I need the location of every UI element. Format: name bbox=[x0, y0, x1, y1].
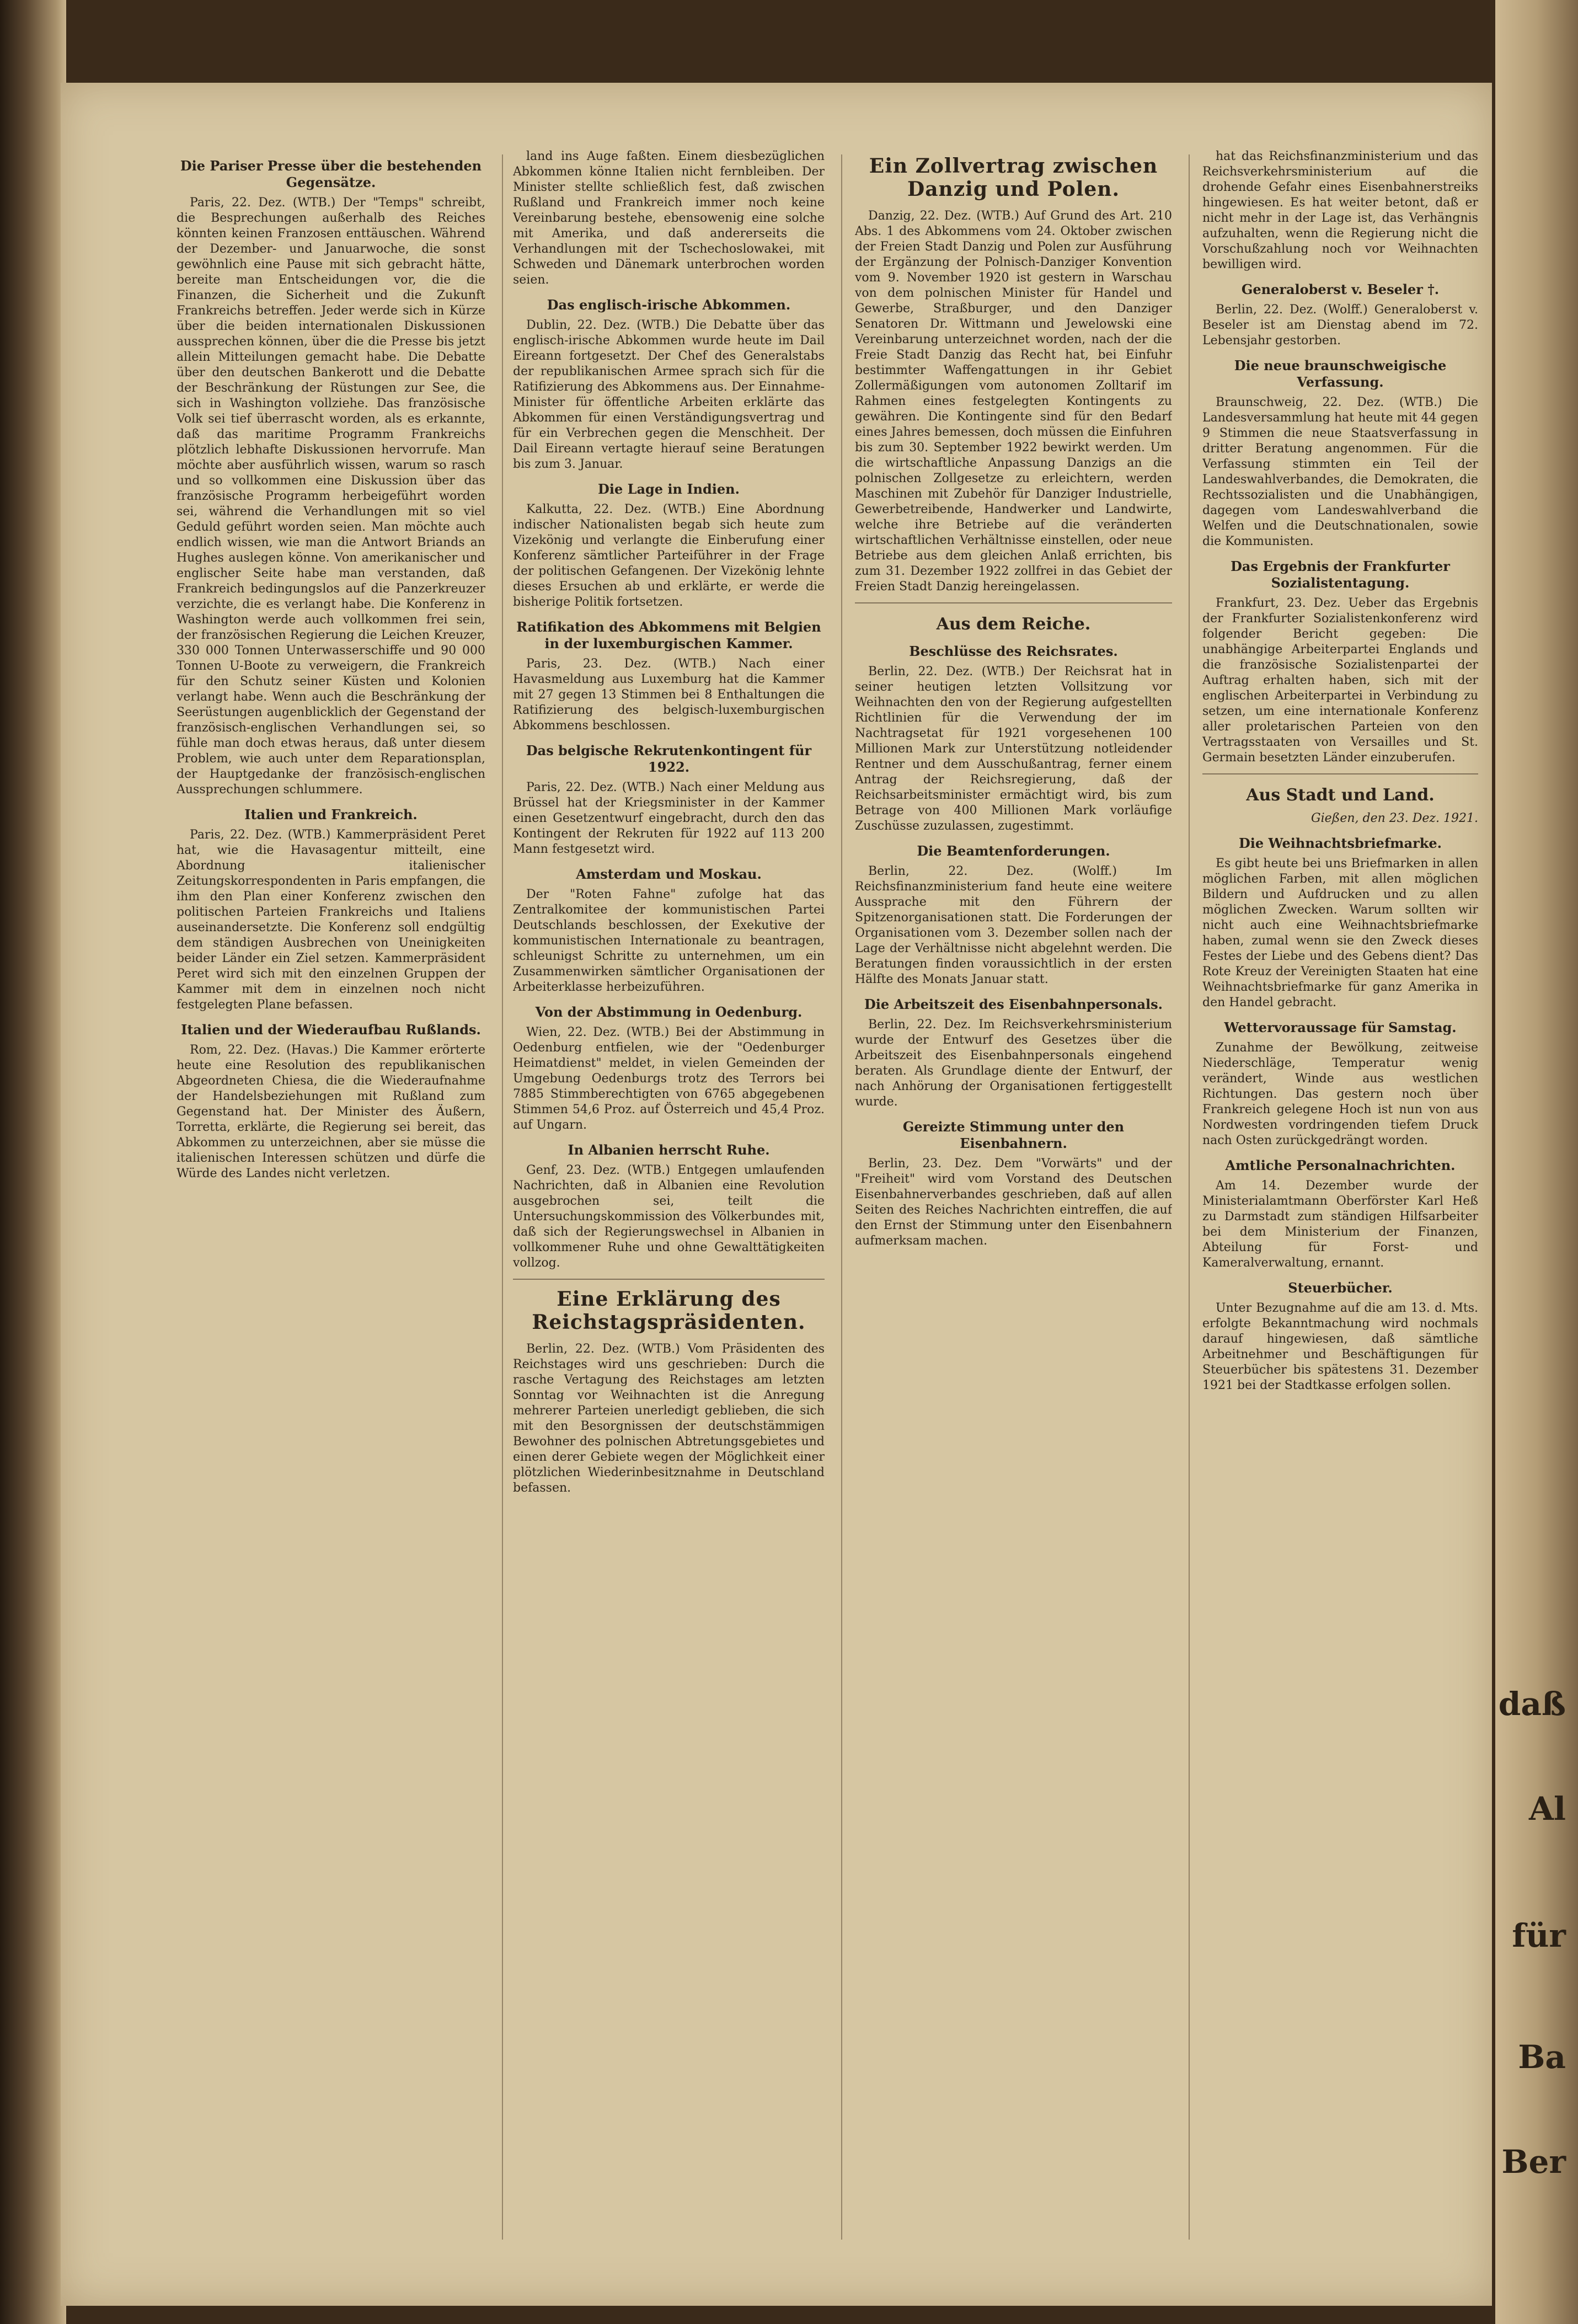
divider bbox=[855, 602, 1172, 603]
article-body: Berlin, 22. Dez. (WTB.) Der Reichsrat hat in seiner heutigen letzten Vollsitzung vor Weihnachten den von der Regierung aufgestellten Richtlinien für die Verwendung der im Nachtragsetat für 1921 vorgesehenen 100 Millionen Mark zur Unterstützung notleidender Rentner und dem Ausschußantrag, ferner einem Antrag der Reichsregierung, daß der Reichsarbeitsminister ermächtigt wird, bis zum Betrage von 400 Millionen Mark vorläufige Zuschüsse zuzulassen, zugestimmt. bbox=[855, 665, 1172, 833]
column-1 bbox=[176, 149, 485, 2245]
article-body: Braunschweig, 22. Dez. (WTB.) Die Landesversammlung hat heute mit 44 gegen 9 Stimmen die neue Staatsverfassung in dritter Beratung angenommen. Für die Verfassung stimmten ein Teil der Landeswahlverbandes, die Demokraten, die Rechtssozialisten und die Unabhängigen, dagegen vom Landeswahlverband die Welfen und die Deutschnationalen, sowie die Kommunisten. bbox=[1202, 396, 1478, 548]
book-binding bbox=[0, 0, 66, 2324]
column-rule bbox=[1189, 154, 1190, 2240]
article-body: Paris, 22. Dez. (WTB.) Der "Temps" schreibt, die Besprechungen außerhalb des Reiches könnten keinen Franzosen enttäuschen. Während der Dezember- und Januarwoche, die sonst gewöhnlich eine Pause mit sich gebracht hätte, bereite man Entscheidungen vor, die die Finanzen, die Sicherheit und die Zukunft Frankreichs betreffen. Jeder werde sich in Kürze über die beiden internationalen Diskussionen aussprechen können, über die die Presse bis jetzt allein Mitteilungen gemacht habe. Die Debatte über den deutschen Bankerott und die Debatte der Beschränkung der Rüstungen zur See, die sich in Washington vollziehe. Das französische Volk sei tief überrascht worden, als es erkannte, daß das maritime Programm Frankreichs plötzlich lebhafte Diskussionen hervorrufe. Man möchte aber ausführlich wissen, warum so rasch und so vollkommen eine Diskussion über das französische Programm herbeigeführt worden sei, während die Verhandlungen mit so viel Geduld geführt worden seien. Man möchte auch endlich wissen, wie man die Antwort Briands an Hughes auslegen könne. Von amerikanischer und englischer Seite habe man verstanden, daß Frankreich bedingungslos auf die Panzerkreuzer verzichte, die es verlangt habe. Die Konferenz in Washington werde auch vollkommen frei sein, der französischen Regierung die Leichen Kreuzer, 330 000 Tonnen Unterwasserschiffe und 90 000 Tonnen U-Boote zu verweigern, die Frankreich für den Schutz seiner Küsten und Kolonien verlangt habe. Wenn auch die Beschränkung der Seerüstungen augenblicklich der Gegenstand der französisch-englischen Verhandlungen sei, so fühle man doch etwas heraus, daß unter diesem Problem, wie auch unter dem Reparationsplan, der Hauptgedanke der französisch-englischen Aussprechungen schlummere. bbox=[176, 196, 485, 797]
article-body: Der "Roten Fahne" zufolge hat das Zentralkomitee der kommunistischen Partei Deutschlands beschlossen, der Exekutive der kommunistischen Internationale zu beantragen, schleunigst Schritte zu unternehmen, um ein Zusammenwirken sämtlicher Organisationen der Arbeiterklasse herbeizuführen. bbox=[513, 888, 825, 994]
dateline: Gießen, den 23. Dez. 1921. bbox=[1311, 811, 1478, 825]
column-2 bbox=[513, 149, 825, 2245]
article-headline: Generaloberst v. Beseler †. bbox=[1241, 281, 1440, 297]
article-body: Rom, 22. Dez. (Havas.) Die Kammer erörterte heute eine Resolution des republikanischen Abgeordneten Chiesa, die die Wiederaufnahme der Handelsbeziehungen mit Rußland zum Gegenstand hat. Der Minister des Äußern, Torretta, erklärte, die Regierung sei bereit, das Abkommen zu unterzeichnen, aber sie müsse die italienischen Interessen schützen und dürfe die Würde des Landes nicht verletzen. bbox=[176, 1043, 485, 1180]
article-body: Dublin, 22. Dez. (WTB.) Die Debatte über das englisch-irische Abkommen wurde heute im Dail Eireann fortgesetzt. Der Chef des Generalstabs der republikanischen Armee sprach sich für die Ratifizierung des Abkommens aus. Der Einnahme-Minister für öffentliche Arbeiten erklärte das Abkommen für einen Verständigungsvertrag und für ein Verbrechen gegen die Menschheit. Der Dail Eireann vertagte hierauf seine Beratungen bis zum 3. Januar. bbox=[513, 318, 825, 471]
article-body: Wien, 22. Dez. (WTB.) Bei der Abstimmung in Oedenburg entfielen, wie der "Oedenburger Heimatdienst" meldet, in vielen Gemeinden der Umgebung Oedenburgs trotz des Terrors bei 7885 Stimmberechtigten von 6765 abgegebenen Stimmen 54,6 Proz. auf Österreich und 45,4 Proz. auf Ungarn. bbox=[513, 1025, 825, 1132]
divider bbox=[513, 1279, 825, 1280]
article-headline: Die Beamtenforderungen. bbox=[917, 843, 1110, 859]
column-3 bbox=[855, 149, 1172, 2245]
article-body: Zunahme der Bewölkung, zeitweise Niederschläge, Temperatur wenig verändert, Winde aus westlichen Richtungen. Das gestern noch über Frankreich gelegene Hoch ist nun von aus Nordwesten vordringenden tiefem Druck nach Osten zurückgedrängt worden. bbox=[1202, 1041, 1478, 1147]
article-body: Berlin, 23. Dez. Dem "Vorwärts" und der "Freiheit" wird vom Vorstand des Deutschen Eisenbahnerverbandes geschrieben, daß auf allen Seiten des Reiches Nachrichten eintreffen, die auf den Ernst der Stimmung unter den Eisenbahnern aufmerksam machen. bbox=[855, 1157, 1172, 1248]
article-headline: Die Pariser Presse über die bestehenden Gegensätze. bbox=[180, 158, 482, 190]
adjacent-page-edge bbox=[1495, 0, 1578, 2324]
article-big-headline: Eine Erklärung des Reichstagspräsidenten. bbox=[532, 1287, 806, 1334]
article-body: Berlin, 22. Dez. (WTB.) Vom Präsidenten des Reichstages wird uns geschrieben: Durch die rasche Vertagung des Reichstages am letzten Sonntag vor Weihnachten ist die Anregung mehrerer Parteien unerledigt geblieben, die sich mit den Besorgnissen der deutschstämmigen Bewohner des polnischen Abtretungsgebietes und einen derer Gebiete wegen der Möglichkeit einer plötzlichen Wiederinbesitznahme in Deutschland befassen. bbox=[513, 1342, 825, 1495]
newspaper-page bbox=[61, 83, 1492, 2306]
article-headline: Gereizte Stimmung unter den Eisenbahnern. bbox=[902, 1119, 1125, 1151]
article-body: hat das Reichsfinanzministerium und das Reichsverkehrsministerium auf die drohende Gefahr eines Eisenbahnerstreiks hingewiesen. Es hat weiter betont, daß er nicht mehr in der Lage ist, das Verhängnis aufzuhalten, wenn die Regierung nicht die Vorschußzahlung noch vor Weihnachten bewilligen wird. bbox=[1202, 149, 1478, 271]
article-body: Berlin, 22. Dez. Im Reichsverkehrsministerium wurde der Entwurf des Gesetzes über die Arbeitszeit des Eisenbahnpersonals eingehend beraten. Als Grundlage diente der Entwurf, der nach Anhörung der Organisationen fertiggestellt wurde. bbox=[855, 1018, 1172, 1109]
article-body: Frankfurt, 23. Dez. Ueber das Ergebnis der Frankfurter Sozialistenkonferenz wird folgender Bericht gegeben: Die unabhängige Arbeiterpartei Englands und die französische Sozialistenpartei der Auftrag erhalten haben, sich mit der englischen Arbeiterpartei in Verbindung zu setzen, um eine internationale Konferenz aller proletarischen Parteien von den Vertragsstaaten von Versailles und St. Germain besetzten Länder einzuberufen. bbox=[1202, 596, 1478, 765]
article-headline: Das Ergebnis der Frankfurter Sozialistentagung. bbox=[1231, 558, 1450, 591]
edge-fragment: Ber bbox=[1501, 2143, 1566, 2181]
article-body: Kalkutta, 22. Dez. (WTB.) Eine Abordnung indischer Nationalisten begab sich heute zum Vizekönig und verlangte die Einberufung einer Konferenz sämtlicher Parteiführer in der Frage der politischen Gefangenen. Der Vizekönig lehnte dieses Ersuchen ab und erklärte, er werde die bisherige Politik fortsetzen. bbox=[513, 503, 825, 609]
divider bbox=[1202, 773, 1478, 774]
article-headline: Das belgische Rekrutenkontingent für 1922. bbox=[526, 742, 812, 775]
edge-fragment: für bbox=[1512, 1917, 1566, 1954]
article-headline: Italien und der Wiederaufbau Rußlands. bbox=[181, 1022, 481, 1038]
column-rule bbox=[841, 154, 842, 2240]
edge-fragment: Al bbox=[1528, 1790, 1566, 1828]
section-heading: Aus dem Reiche. bbox=[936, 615, 1091, 634]
article-headline: Steuerbücher. bbox=[1288, 1280, 1393, 1296]
edge-fragment: Ba bbox=[1518, 2038, 1566, 2076]
article-body: Berlin, 22. Dez. (Wolff.) Im Reichsfinanzministerium fand heute eine weitere Aussprache mit den Führern der Spitzenorganisationen statt. Die Forderungen der Organisationen vom 3. Dezember sollen nach der Lage der Verhältnisse nicht abgelehnt werden. Die Beratungen finden voraussichtlich in der ersten Hälfte des Monats Januar statt. bbox=[855, 864, 1172, 986]
edge-fragment: daß bbox=[1498, 1685, 1566, 1723]
article-body: Am 14. Dezember wurde der Ministerialamtmann Oberförster Karl Heß zu Darmstadt zum ständigen Hilfsarbeiter bei dem Ministerium der Finanzen, Abteilung für Forst- und Kameralverwaltung, ernannt. bbox=[1202, 1179, 1478, 1270]
article-headline: Amtliche Personalnachrichten. bbox=[1225, 1157, 1456, 1173]
article-headline: Die Arbeitszeit des Eisenbahnpersonals. bbox=[864, 996, 1163, 1012]
article-headline: Das englisch-irische Abkommen. bbox=[547, 297, 791, 313]
column-rule bbox=[502, 154, 503, 2240]
article-body: Paris, 22. Dez. (WTB.) Nach einer Meldung aus Brüssel hat der Kriegsminister in der Kammer einen Gesetzentwurf eingebracht, durch den das Kontingent der Rekruten für 1922 auf 113 200 Mann festgesetzt wird. bbox=[513, 781, 825, 856]
article-headline: Die Weihnachtsbriefmarke. bbox=[1238, 835, 1442, 851]
article-body: Unter Bezugnahme auf die am 13. d. Mts. erfolgte Bekanntmachung wird nochmals darauf hingewiesen, daß sämtliche Arbeitnehmer und Beschäftigungen für Steuerbücher bis spätestens 31. Dezember 1921 bei der Stadtkasse erfolgen sollen. bbox=[1202, 1301, 1478, 1392]
article-headline: Von der Abstimmung in Oedenburg. bbox=[535, 1004, 803, 1020]
article-headline: Ratifikation des Abkommens mit Belgien in der luxemburgischen Kammer. bbox=[516, 619, 821, 651]
article-body: Paris, 22. Dez. (WTB.) Kammerpräsident Peret hat, wie die Havasagentur mitteilt, eine Abordnung italienischer Zeitungskorrespondenten in Paris empfangen, die ihm den Plan einer Konferenz zwischen den politischen Parteien Frankreichs und Italiens auseinandersetzte. Die Konferenz soll endgültig dem ständigen Ausbrechen von Uneinigkeiten beider Länder ein Ziel setzen. Kammerpräsident Peret wird sich mit den einzelnen Gruppen der Kammer mit dem in einzelnen noch nicht festgelegten Plane befassen. bbox=[176, 828, 485, 1012]
article-body: Paris, 23. Dez. (WTB.) Nach einer Havasmeldung aus Luxemburg hat die Kammer mit 27 gegen 13 Stimmen bei 8 Enthaltungen die Ratifizierung des belgisch-luxemburgischen Abkommens beschlossen. bbox=[513, 657, 825, 733]
article-body: Genf, 23. Dez. (WTB.) Entgegen umlaufenden Nachrichten, daß in Albanien eine Revolution ausgebrochen sei, teilt die Untersuchungskommission des Völkerbundes mit, daß sich der Regierungswechsel in Albanien in vollkommener Ruhe und ohne Gewalttätigkeiten vollzog. bbox=[513, 1163, 825, 1270]
article-headline: Beschlüsse des Reichsrates. bbox=[909, 643, 1118, 659]
column-4 bbox=[1202, 149, 1478, 2245]
section-heading: Aus Stadt und Land. bbox=[1246, 786, 1435, 805]
article-headline: Die Lage in Indien. bbox=[598, 481, 740, 497]
article-body: Berlin, 22. Dez. (Wolff.) Generaloberst v. Beseler ist am Dienstag abend im 72. Lebensjahr gestorben. bbox=[1202, 303, 1478, 348]
article-headline: Die neue braunschweigische Verfassung. bbox=[1234, 357, 1447, 390]
article-headline: Amsterdam und Moskau. bbox=[576, 866, 762, 882]
article-headline: Wettervoraussage für Samstag. bbox=[1224, 1019, 1457, 1035]
article-body: Danzig, 22. Dez. (WTB.) Auf Grund des Art. 210 Abs. 1 des Abkommens vom 24. Oktober zwischen der Freien Stadt Danzig und Polen zur Ausführung der Ergänzung der Polnisch-Danziger Konvention vom 9. November 1920 ist gestern in Warschau von dem polnischen Minister für Handel und Gewerbe, Straßburger, und den Danziger Senatoren Dr. Wittmann und Jewelowski eine Vereinbarung unterzeichnet worden, nach der die Freie Stadt Danzig das Recht hat, bei Einfuhr bestimmter Waffengattungen in ihr Gebiet Zollermäßigungen vom autonomen Zolltarif im Rahmen eines festgelegten Kontingents zu gewähren. Die Kontingente sind für den Bedarf eines Jahres bemessen, doch müssen die Einfuhren bis zum 30. September 1922 bewirkt werden. Um die wirtschaftliche Anpassung Danzigs an die polnischen Zollgesetze zu erleichtern, werden Maschinen mit Zubehör für Danziger Industrielle, Gewerbetreibende, Handwerker und Landwirte, welche ihre Betriebe auf die veränderten wirtschaftlichen Verhältnisse einstellen, oder neue Betriebe aus dem gleichen Anlaß errichten, bis zum 31. Dezember 1922 zollfrei in das Gebiet der Freien Stadt Danzig hereingelassen. bbox=[855, 209, 1172, 594]
article-body: Es gibt heute bei uns Briefmarken in allen möglichen Farben, mit allen möglichen Bildern und Aufdrucken und zu allen möglichen Zwecken. Warum sollten wir nicht auch eine Weihnachtsbriefmarke haben, zumal wenn sie den Zweck dieses Festes der Liebe und des Gebens dient? Das Rote Kreuz der Vereinigten Staaten hat eine Weihnachtsbriefmarke für ganz Amerika in den Handel gebracht. bbox=[1202, 857, 1478, 1009]
article-big-headline: Ein Zollvertrag zwischen Danzig und Polen. bbox=[869, 154, 1158, 201]
article-headline: Italien und Frankreich. bbox=[244, 806, 418, 822]
article-body: land ins Auge faßten. Einem diesbezüglichen Abkommen könne Italien nicht fernbleiben. Der Minister stellte schließlich fest, daß zwischen Rußland und Frankreich immer noch keine Vereinbarung bestehe, ebensowenig eine solche mit Amerika, und daß andererseits die Verhandlungen mit der Tschechoslowakei, mit Schweden und Dänemark unterbrochen worden seien. bbox=[513, 149, 825, 287]
article-headline: In Albanien herrscht Ruhe. bbox=[568, 1142, 770, 1158]
